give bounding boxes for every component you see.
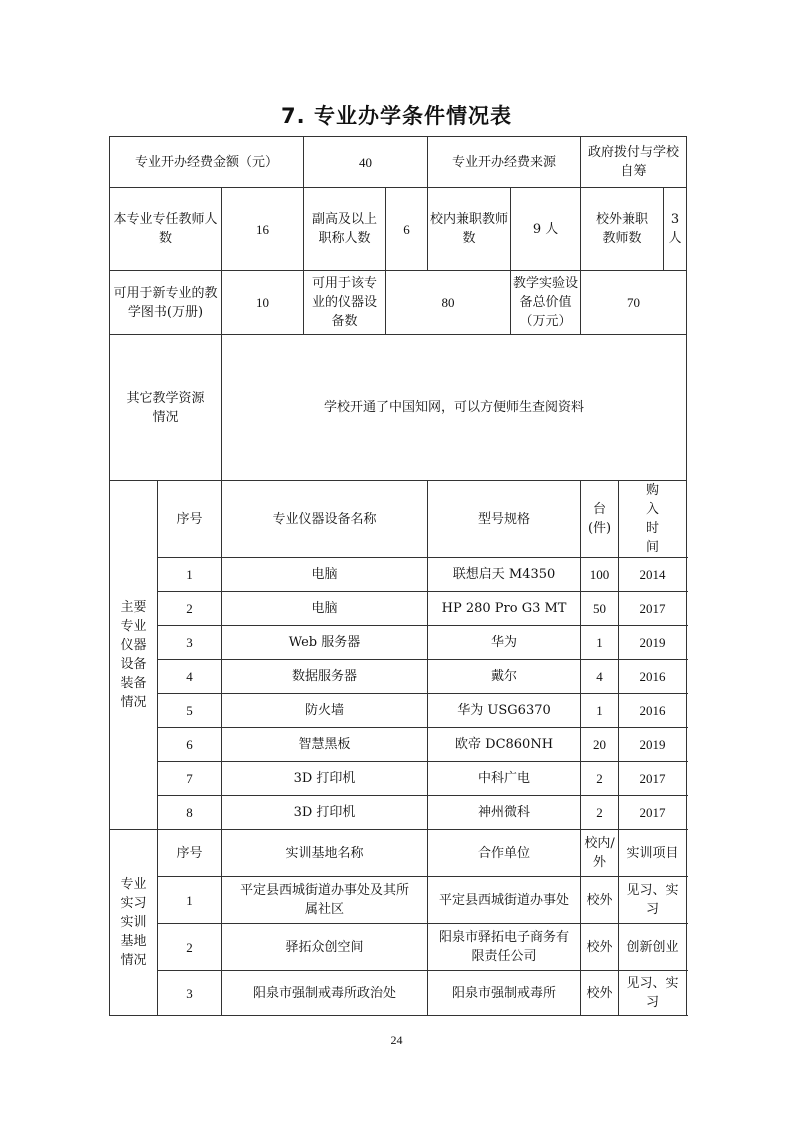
practice-header-no: 序号	[158, 830, 222, 877]
equipment-header-no: 序号	[158, 481, 222, 558]
resources-row	[110, 271, 687, 335]
practice-name: 驿拓众创空间	[222, 924, 428, 971]
equipment-header-row	[110, 481, 687, 558]
equipment-no: 7	[158, 762, 222, 796]
practice-header-partner: 合作单位	[428, 830, 581, 877]
funding-value: 40	[304, 137, 428, 188]
equipment-name: 数据服务器	[222, 660, 428, 694]
equipment-qty: 100	[581, 558, 619, 592]
practice-row	[110, 924, 687, 971]
senior-title-label: 副高及以上职称人数	[304, 188, 386, 271]
practice-row	[110, 971, 687, 1016]
equipment-row	[110, 592, 687, 626]
equipment-no: 1	[158, 558, 222, 592]
equipment-header-qty: 台(件)	[581, 481, 619, 558]
equipment-name: 电脑	[222, 558, 428, 592]
equipment-section-label-text: 主要专业仪器设备装备情况	[120, 600, 147, 710]
equipment-qty: 1	[581, 694, 619, 728]
equipment-model: 联想启天 M4350	[428, 558, 581, 592]
practice-section-label	[110, 830, 158, 1016]
equipment-no: 6	[158, 728, 222, 762]
other-resources-value: 学校开通了中国知网，可以方便师生查阅资料	[222, 335, 687, 481]
equipment-no: 8	[158, 796, 222, 830]
instruments-count-label: 可用于该专业的仪器设备数	[304, 271, 386, 335]
equipment-row	[110, 728, 687, 762]
equipment-model: HP 280 Pro G3 MT	[428, 592, 581, 626]
equipment-year: 2017	[619, 796, 687, 830]
practice-partner: 平定县西城街道办事处	[428, 877, 581, 924]
practice-section-label-text: 专业实习实训基地情况	[120, 877, 147, 968]
full-time-teachers-label: 本专业专任教师人数	[110, 188, 222, 271]
funding-label: 专业开办经费金额（元）	[110, 137, 304, 188]
equipment-no: 4	[158, 660, 222, 694]
practice-name: 阳泉市强制戒毒所政治处	[222, 971, 428, 1016]
equipment-name: 智慧黑板	[222, 728, 428, 762]
internal-part-time-label: 校内兼职教师数	[428, 188, 511, 271]
equipment-no: 5	[158, 694, 222, 728]
equipment-section-label	[110, 481, 158, 830]
equipment-value-value: 70	[581, 271, 687, 335]
equipment-qty: 2	[581, 796, 619, 830]
equipment-name: 防火墙	[222, 694, 428, 728]
equipment-qty: 2	[581, 762, 619, 796]
equipment-row	[110, 762, 687, 796]
page-title: 7. 专业办学条件情况表	[281, 104, 512, 128]
equipment-model: 华为	[428, 626, 581, 660]
equipment-row	[110, 660, 687, 694]
practice-header-project: 实训项目	[619, 830, 687, 877]
equipment-year: 2017	[619, 592, 687, 626]
external-part-time-label: 校外兼职教师数	[581, 188, 664, 271]
practice-no: 3	[158, 971, 222, 1016]
equipment-qty: 20	[581, 728, 619, 762]
other-resources-row	[110, 335, 687, 481]
practice-project: 创新创业	[619, 924, 687, 971]
practice-location: 校外	[581, 924, 619, 971]
equipment-value-label: 教学实验设备总价值（万元）	[511, 271, 581, 335]
equipment-row	[110, 558, 687, 592]
equipment-name: 3D 打印机	[222, 762, 428, 796]
equipment-header-model: 型号规格	[428, 481, 581, 558]
practice-no: 1	[158, 877, 222, 924]
equipment-qty: 50	[581, 592, 619, 626]
practice-location: 校外	[581, 877, 619, 924]
external-part-time-value: 3 人	[664, 188, 687, 271]
equipment-qty: 4	[581, 660, 619, 694]
equipment-name: 电脑	[222, 592, 428, 626]
equipment-model: 中科广电	[428, 762, 581, 796]
practice-no: 2	[158, 924, 222, 971]
equipment-year: 2016	[619, 694, 687, 728]
teaching-books-value: 10	[222, 271, 304, 335]
equipment-year: 2016	[619, 660, 687, 694]
practice-header-name: 实训基地名称	[222, 830, 428, 877]
practice-header-location: 校内/外	[581, 830, 619, 877]
practice-project: 见习、实习	[619, 877, 687, 924]
equipment-model: 欧帝 DC860NH	[428, 728, 581, 762]
teaching-books-label: 可用于新专业的教学图书(万册)	[110, 271, 222, 335]
equipment-header-year: 购入时间	[619, 481, 687, 558]
equipment-qty: 1	[581, 626, 619, 660]
other-resources-label: 其它教学资源情况	[110, 335, 222, 481]
equipment-row	[110, 796, 687, 830]
equipment-model: 神州微科	[428, 796, 581, 830]
practice-project: 见习、实习	[619, 971, 687, 1016]
equipment-year: 2014	[619, 558, 687, 592]
equipment-no: 3	[158, 626, 222, 660]
funding-row	[110, 137, 687, 188]
equipment-year: 2017	[619, 762, 687, 796]
funding-source-value: 政府拨付与学校自筹	[581, 137, 687, 188]
funding-source-label: 专业开办经费来源	[428, 137, 581, 188]
instruments-count-value: 80	[386, 271, 511, 335]
conditions-table	[109, 136, 687, 1016]
equipment-header-name: 专业仪器设备名称	[222, 481, 428, 558]
equipment-row	[110, 694, 687, 728]
equipment-row	[110, 626, 687, 660]
staff-row	[110, 188, 687, 271]
practice-location: 校外	[581, 971, 619, 1016]
equipment-name: 3D 打印机	[222, 796, 428, 830]
practice-header-row	[110, 830, 687, 877]
equipment-year: 2019	[619, 626, 687, 660]
internal-part-time-value: 9 人	[511, 188, 581, 271]
practice-partner: 阳泉市驿拓电子商务有限责任公司	[428, 924, 581, 971]
page-number: 24	[390, 1033, 403, 1047]
equipment-name: Web 服务器	[222, 626, 428, 660]
equipment-year: 2019	[619, 728, 687, 762]
practice-name: 平定县西城街道办事处及其所属社区	[222, 877, 428, 924]
equipment-model: 戴尔	[428, 660, 581, 694]
equipment-no: 2	[158, 592, 222, 626]
practice-partner: 阳泉市强制戒毒所	[428, 971, 581, 1016]
practice-row	[110, 877, 687, 924]
senior-title-value: 6	[386, 188, 428, 271]
full-time-teachers-value: 16	[222, 188, 304, 271]
equipment-model: 华为 USG6370	[428, 694, 581, 728]
